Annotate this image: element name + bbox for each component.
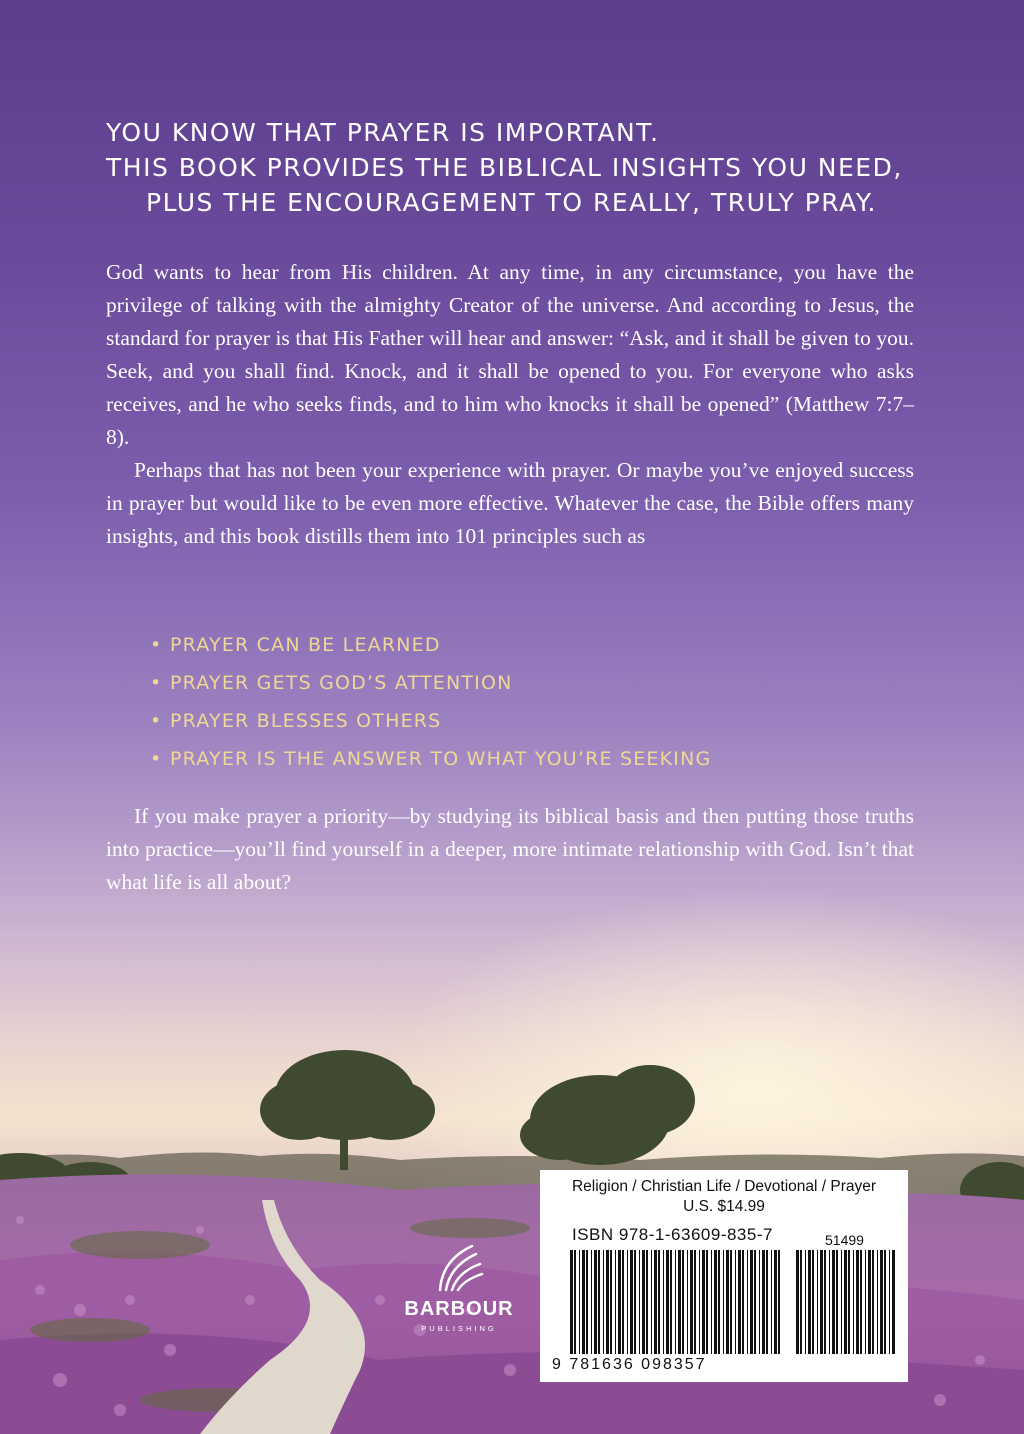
barcode-bar [618,1250,621,1354]
barcode-bar [615,1250,616,1354]
barcode-bar [675,1250,676,1354]
barcode-bar [642,1250,645,1354]
list-item [150,664,711,702]
barcode-bar [682,1250,684,1354]
barcode-bar [711,1250,712,1354]
barcode-bar [723,1250,724,1354]
barcode-bar [860,1250,862,1354]
headline-line-3: PLUS THE ENCOURAGEMENT TO REALLY, TRULY PRAY. [146,188,877,217]
barcode-bar [759,1250,760,1354]
barcode-bar [844,1250,847,1354]
publisher-logo [384,1240,534,1350]
barcode-bar [824,1250,826,1354]
barcode-bar [832,1250,835,1354]
barcode-bar [646,1250,648,1354]
barcode-digits: 9 781636 098357 [552,1356,707,1373]
barcode-bar [817,1250,818,1354]
barcode-bar [766,1250,768,1354]
barcode-bar [747,1250,748,1354]
barcode-bar [726,1250,729,1354]
list-item-label: PRAYER IS THE ANSWER TO WHAT YOU’RE SEEKING [170,748,712,770]
barcode-bar [606,1250,609,1354]
barcode-bar [762,1250,765,1354]
barcode-bar [742,1250,744,1354]
barcode-panel [540,1170,908,1382]
barcode-bar [687,1250,688,1354]
principles-list [150,626,711,778]
barcode-bar [856,1250,859,1354]
barcode-bar [622,1250,624,1354]
headline-line-1: YOU KNOW THAT PRAYER IS IMPORTANT. [106,118,660,147]
barcode-bar [884,1250,886,1354]
barcode-bar [699,1250,700,1354]
barcode-bar [841,1250,842,1354]
barcode-bar [654,1250,657,1354]
publisher-subtitle: PUBLISHING [421,1324,497,1333]
barcode-bar [570,1250,573,1354]
body-text-top [106,256,914,553]
barcode-bar [634,1250,636,1354]
barcode-bar [586,1250,588,1354]
isbn-text: ISBN 978-1-63609-835-7 [572,1225,773,1244]
barcode-bar [678,1250,681,1354]
barcode-bar [735,1250,736,1354]
barcode-bar [574,1250,576,1354]
price-addon-code: 51499 [825,1232,864,1248]
barcode-bar [670,1250,672,1354]
barcode-bar [778,1250,780,1354]
barcode-bar [829,1250,830,1354]
barcode-bar [630,1250,633,1354]
barcode-bar [848,1250,850,1354]
barcode-bar [690,1250,693,1354]
barcode-bar [889,1250,890,1354]
barcode-bar [639,1250,640,1354]
barcode-bar [820,1250,823,1354]
barcode-bar [800,1250,802,1354]
barcode-bar [666,1250,669,1354]
barcode-bar [877,1250,878,1354]
barcode-bar [658,1250,660,1354]
paragraph-2: Perhaps that has not been your experience with prayer. Or maybe you’ve enjoyed success in prayer but would like to be even more effective. Whatever the case, the Bible offers many insights, and this book distills them into 101 principles such as [106,458,914,548]
publisher-name: BARBOUR [404,1298,514,1320]
barcode-bar [610,1250,612,1354]
barcode-bar [651,1250,652,1354]
barcode-bar [750,1250,753,1354]
paragraph-3: If you make prayer a priority—by studying its biblical basis and then putting those truths into practice—you’ll find yourself in a deeper, more intimate relationship with God. Isn’t that what life is all about? [106,804,914,894]
barcode-bar [865,1250,866,1354]
barcode-bar [714,1250,717,1354]
paragraph-1: God wants to hear from His children. At any time, in any circumstance, you have the privilege of talking with the almighty Creator of the universe. And according to Jesus, the standard for prayer is that His Father will hear and answer: “Ask, and it shall be given to you. Seek, and you shall find. Knock, and it shall be opened to you. For everyone who asks receives, and he who seeks finds, and to him who knocks it shall be opened” (Matthew 7:7–8). [106,260,914,449]
barcode-bar [702,1250,705,1354]
barcode-bar [627,1250,628,1354]
barcode-bar [738,1250,741,1354]
list-item [150,626,711,664]
bullet-icon: • [150,710,163,732]
barcode-bar [706,1250,708,1354]
barcode-bar [754,1250,756,1354]
barcode-bar [718,1250,720,1354]
barcode-bar [774,1250,777,1354]
barcode-bar [853,1250,854,1354]
barcode-bar [892,1250,895,1354]
price-text: U.S. $14.99 [683,1198,765,1215]
bullet-icon: • [150,748,163,770]
isbn-barcode [570,1250,785,1354]
headline-line-2: THIS BOOK PROVIDES THE BIBLICAL INSIGHTS YOU NEED, [106,153,903,182]
list-item [150,740,711,778]
barcode-bar [594,1250,597,1354]
barcode-bar [808,1250,811,1354]
barcode-bar [805,1250,806,1354]
barcode-bar [796,1250,799,1354]
price-addon-barcode [796,1250,896,1354]
barcode-bar [694,1250,696,1354]
barcode-bar [880,1250,883,1354]
barcode-bar [872,1250,874,1354]
bullet-icon: • [150,672,163,694]
barcode-bar [868,1250,871,1354]
barcode-bar [591,1250,592,1354]
barcode-bar [771,1250,772,1354]
barcode-bar [836,1250,838,1354]
barcode-bar [730,1250,732,1354]
barcode-bar [812,1250,814,1354]
barcode-bar [603,1250,604,1354]
list-item-label: PRAYER BLESSES OTHERS [170,710,442,732]
list-item-label: PRAYER GETS GOD’S ATTENTION [170,672,513,694]
open-book-icon [432,1240,486,1296]
body-text-bottom [106,800,914,899]
list-item [150,702,711,740]
barcode-bar [663,1250,664,1354]
category-text: Religion / Christian Life / Devotional / Prayer [571,1178,877,1195]
barcode-bar [582,1250,585,1354]
bullet-icon: • [150,634,163,656]
headline [106,115,946,220]
list-item-label: PRAYER CAN BE LEARNED [170,634,441,656]
barcode-bar [579,1250,580,1354]
barcode-bar [598,1250,600,1354]
